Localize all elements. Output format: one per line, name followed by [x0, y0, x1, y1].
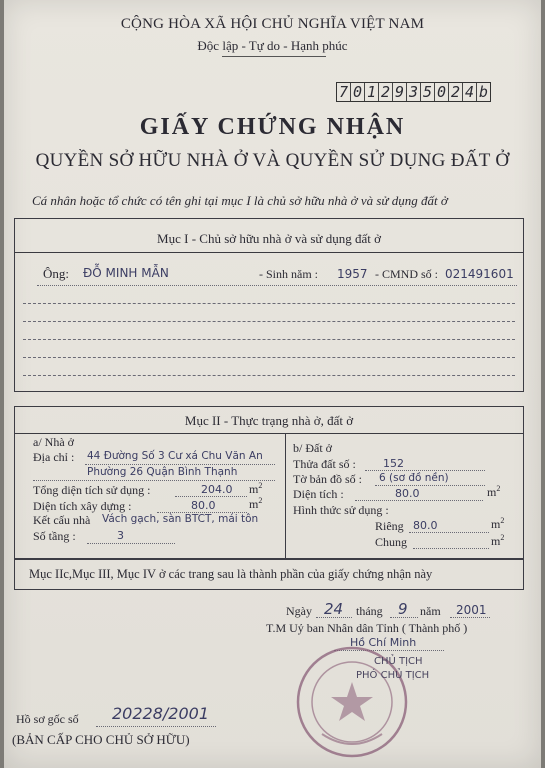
- section-2-box: [14, 406, 524, 560]
- address-line-2: Phường 26 Quận Bình Thạnh: [87, 466, 238, 478]
- date-year: 2001: [456, 603, 487, 617]
- owner-label: Ông:: [43, 266, 69, 281]
- serial-digit: 5: [421, 83, 435, 101]
- map-label: Tờ bản đồ số :: [293, 472, 363, 486]
- serial-digit: 0: [435, 83, 449, 101]
- file-number-label: Hồ sơ gốc số: [16, 712, 79, 726]
- usage-label: Hình thức sử dụng :: [293, 503, 389, 517]
- serial-digit: 2: [449, 83, 463, 101]
- built-area-unit: $m^2$: [249, 496, 263, 511]
- serial-digit: 7: [337, 83, 351, 101]
- serial-digit: 9: [393, 83, 407, 101]
- date-month: 9: [398, 600, 408, 618]
- land-label: b/ Đất ở: [293, 441, 333, 455]
- shared-unit: $m^2$: [491, 533, 505, 548]
- total-area-value: 204.0: [201, 483, 233, 496]
- note-box: [14, 558, 524, 590]
- shared-label: Chung: [375, 535, 408, 549]
- intro-text: Cá nhân hoặc tổ chức có tên ghi tại mục I là chủ sở hữu nhà ở và sử dụng đất ở: [32, 193, 448, 208]
- private-unit: $m^2$: [491, 516, 505, 531]
- motto: Độc lập - Tự do - Hạnh phúc: [197, 38, 348, 53]
- house-label: a/ Nhà ở: [33, 435, 74, 449]
- date-prefix: Ngày: [286, 604, 312, 618]
- floors-label: Số tầng :: [33, 529, 76, 543]
- birth-year: 1957: [337, 267, 368, 281]
- serial-digit: 1: [365, 83, 379, 101]
- built-area-value: 80.0: [191, 499, 216, 512]
- structure-value: Vách gạch, sàn BTCT, mái tôn: [102, 513, 259, 525]
- structure-label: Kết cấu nhà: [33, 513, 91, 527]
- land-area-unit: $m^2$: [487, 484, 501, 499]
- note-text: Mục IIc,Mục III, Mục IV ở các trang sau là thành phần của giấy chứng nhận này: [29, 567, 433, 581]
- total-area-unit: $m^2$: [249, 481, 263, 496]
- id-number: 021491601: [445, 267, 514, 281]
- total-area-label: Tổng diện tích sử dụng :: [33, 483, 151, 497]
- land-area-value: 80.0: [395, 487, 420, 500]
- private-value: 80.0: [413, 519, 438, 532]
- section-2-divider: [285, 433, 286, 559]
- map-value: 6 (sơ đồ nền): [379, 472, 449, 484]
- certificate-page: [4, 0, 541, 768]
- address-line-1: 44 Đường Số 3 Cư xá Chu Văn An: [87, 450, 263, 462]
- owner-name: ĐỖ MINH MẪN: [83, 266, 169, 280]
- motto-underline: [222, 56, 326, 57]
- month-label: tháng: [356, 604, 383, 618]
- private-label: Riêng: [375, 519, 404, 533]
- authority-line-1: T.M Uỷ ban Nhân dân Tỉnh ( Thành phố ): [266, 621, 468, 635]
- authority-line-2: Hồ Chí Minh: [350, 636, 417, 649]
- section-1-box: [14, 218, 524, 392]
- address-label: Địa chỉ :: [33, 450, 75, 464]
- year-label: năm: [420, 604, 441, 618]
- section-1-heading: Mục I - Chủ sở hữu nhà ở và sử dụng đất ở: [157, 231, 381, 246]
- land-area-label: Diện tích :: [293, 487, 344, 501]
- serial-digit: 4: [463, 83, 477, 101]
- serial-digit: b: [478, 83, 489, 101]
- floors-value: 3: [117, 529, 124, 542]
- copy-note: (BẢN CẤP CHO CHỦ SỞ HỮU): [12, 732, 190, 747]
- stamp-text-chairman: CHỦ TỊCH: [374, 656, 423, 667]
- date-day: 24: [324, 600, 344, 618]
- serial-digit: 3: [407, 83, 421, 101]
- id-label: - CMND số :: [375, 267, 439, 281]
- serial-digit: 2: [379, 83, 393, 101]
- birth-label: - Sinh năm :: [259, 267, 318, 281]
- built-area-label: Diện tích xây dựng :: [33, 499, 132, 513]
- stamp-text-vice-chairman: PHÓ CHỦ TỊCH: [356, 670, 430, 681]
- republic-heading: CỘNG HÒA XÃ HỘI CHỦ NGHĨA VIỆT NAM: [120, 16, 425, 32]
- serial-number-box: [336, 82, 491, 102]
- certificate-subtitle: QUYỀN SỞ HỮU NHÀ Ở VÀ QUYỀN SỬ DỤNG ĐẤT Ở: [35, 150, 510, 171]
- file-number-value: 20228/2001: [112, 704, 210, 723]
- certificate-title: GIẤY CHỨNG NHẬN: [139, 114, 406, 140]
- section-2-heading: Mục II - Thực trạng nhà ở, đất ở: [184, 413, 354, 428]
- parcel-value: 152: [383, 457, 404, 470]
- parcel-label: Thửa đất số :: [293, 457, 356, 471]
- serial-digit: 0: [351, 83, 365, 101]
